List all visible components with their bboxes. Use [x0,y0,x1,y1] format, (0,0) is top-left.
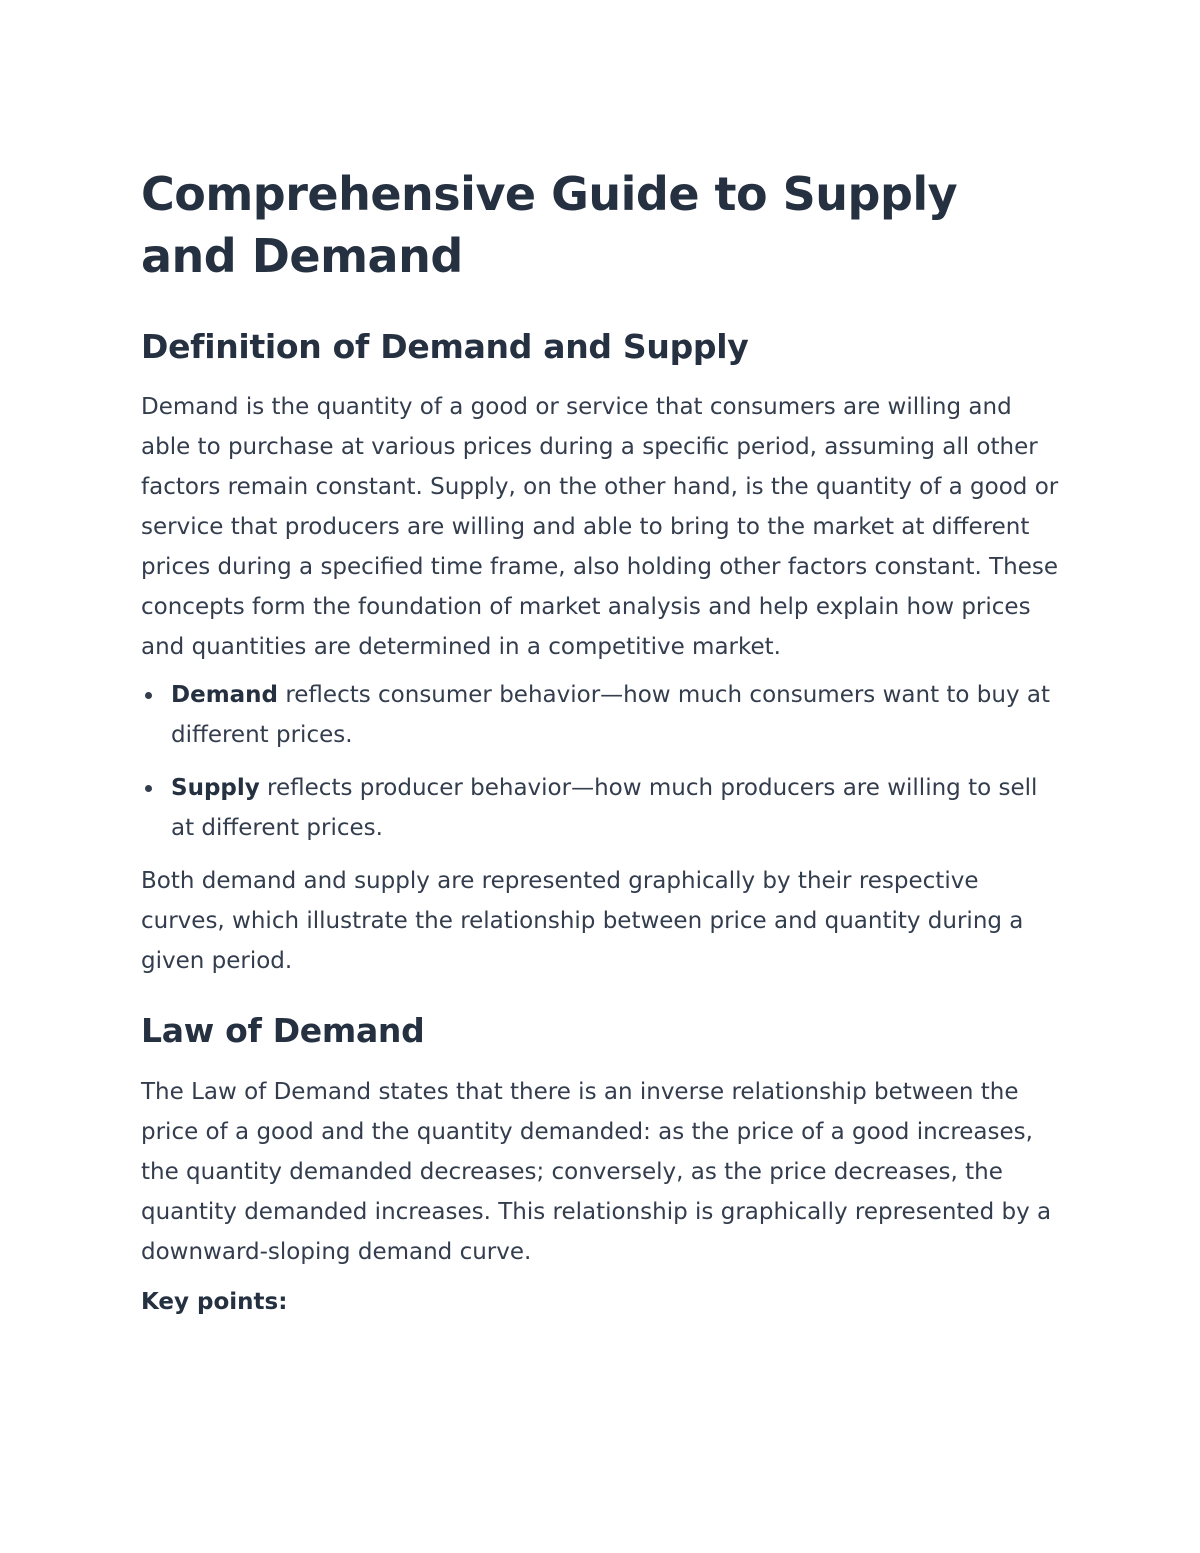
curves-paragraph: Both demand and supply are represented graphically by their respective curves, which illustrate the relationship between price and quantity during a given period. [141,868,1024,974]
bullet-dot-icon [145,692,152,699]
definition-paragraph: Demand is the quantity of a good or service that consumers are willing and able to purchase at various prices during a specific period, assuming all other factors remain constant. Supply, on the other hand, is the quantity of a good or service that producers are willing and able to bring to the market at different prices during a specified time frame, also holding other factors constant. These concepts form the foundation of market analysis and help explain how prices and quantities are determined in a competitive market. [141,394,1059,660]
bullet-text-supply: reflects producer behavior—how much producers are willing to sell at different prices. [171,775,1038,841]
bullet-supply [141,768,1066,848]
document-page [141,163,1066,1322]
bullet-term-demand: Demand [171,682,279,708]
bullet-dot-icon [145,785,152,792]
bullet-term-supply: Supply [171,775,260,801]
bullet-text-demand: reflects consumer behavior—how much consumers want to buy at different prices. [171,682,1051,748]
key-points-label: Key points: [141,1289,288,1315]
section-heading-law-of-demand: Law of Demand [141,1011,425,1050]
section-heading-definition: Definition of Demand and Supply [141,327,749,366]
bullet-demand [141,675,1066,755]
document-title: Comprehensive Guide to Supply and Demand [141,167,958,283]
law-of-demand-paragraph: The Law of Demand states that there is an inverse relationship between the price of a good and the quantity demanded: as the price of a good increases, the quantity demanded decreases; conversely, as the price decreases, the quantity demanded increases. This relationship is graphically represented by a downward-sloping demand curve. [141,1079,1052,1265]
definition-bullet-list [141,675,1066,848]
